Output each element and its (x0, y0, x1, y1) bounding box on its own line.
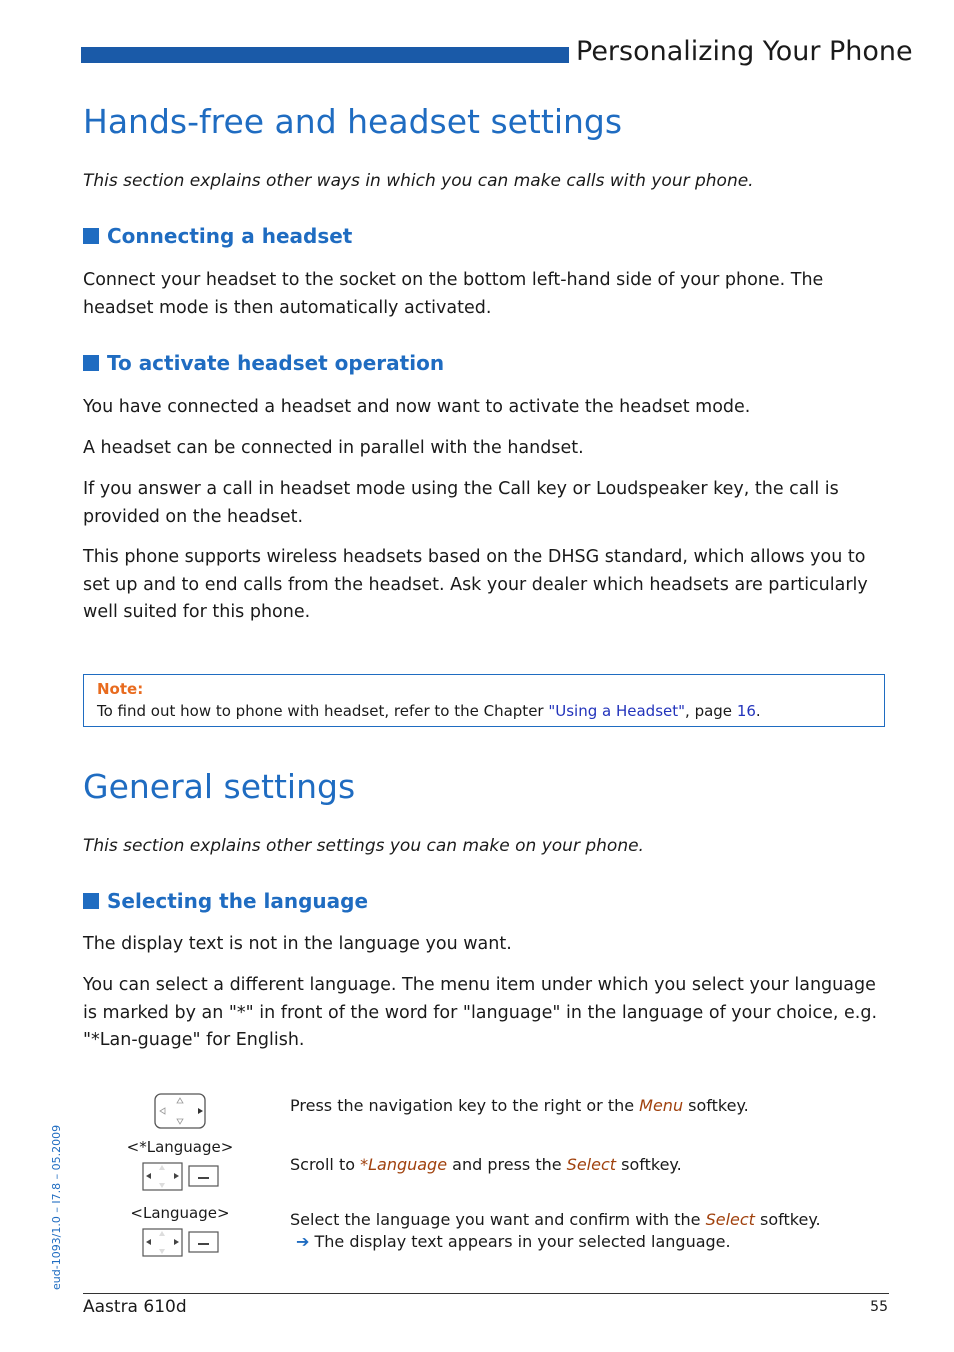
heading-bullet-icon (83, 228, 99, 244)
paragraph: You have connected a headset and now want to activate the headset mode. (83, 397, 751, 417)
step-text-pre: Press the navigation key to the right or the (290, 1096, 640, 1115)
section-intro-hands-free: This section explains other ways in which you can make calls with your phone. (83, 171, 754, 191)
note-text-mid: , page (685, 702, 737, 720)
heading-text: Connecting a headset (107, 224, 353, 248)
softkey-language: *Language (360, 1155, 448, 1174)
paragraph: Connect your headset to the socket on the bottom left-hand side of your phone. The headset mode is then automatically activated. (83, 270, 824, 318)
step-1-text (290, 1096, 749, 1115)
step-2-text (290, 1155, 682, 1174)
step-3-result (296, 1232, 731, 1251)
footer-rule (83, 1293, 889, 1294)
note-box (83, 674, 885, 727)
result-text: The display text appears in your selected language. (314, 1232, 731, 1251)
result-arrow-icon: ➔ (296, 1232, 310, 1251)
softkey-menu: Menu (639, 1096, 684, 1115)
heading-bullet-icon (83, 893, 99, 909)
note-text-after: . (755, 702, 761, 720)
step-text-pre: Select the language you want and confirm with the (290, 1210, 706, 1229)
softkey-select: Select (566, 1155, 617, 1174)
softkeys-icon (142, 1228, 220, 1258)
softkey-select: Select (705, 1210, 755, 1229)
note-label: Note: (97, 680, 144, 698)
softkeys-icon (142, 1162, 220, 1192)
heading-selecting-language (83, 889, 368, 913)
step-text-post: softkey. (616, 1155, 682, 1174)
heading-connecting-headset (83, 224, 352, 248)
paragraph: You can select a different language. The menu item under which you select your language is marked by an "*" in front of the word for "language" in the language of your choice, e.g. "*Lan-guage" for English. (83, 975, 878, 1050)
section-title-hands-free: Hands-free and headset settings (83, 102, 623, 141)
paragraph: A headset can be connected in parallel with the handset. (83, 438, 584, 458)
chapter-link[interactable]: "Using a Headset" (548, 702, 686, 720)
navigation-key-icon (154, 1093, 206, 1129)
note-text-before: To find out how to phone with headset, refer to the Chapter (97, 702, 549, 720)
section-title-general: General settings (83, 767, 356, 806)
heading-activate-headset (83, 351, 444, 375)
section-intro-general: This section explains other settings you can make on your phone. (83, 836, 644, 856)
step-text-mid: and press the (447, 1155, 567, 1174)
chapter-title: Personalizing Your Phone (576, 36, 913, 67)
step-3-text (290, 1210, 821, 1229)
paragraph: The display text is not in the language you want. (83, 934, 512, 954)
step-text-post: softkey. (683, 1096, 749, 1115)
heading-text: To activate headset operation (107, 351, 445, 375)
page-link[interactable]: 16 (736, 702, 756, 720)
paragraph: If you answer a call in headset mode using the Call key or Loudspeaker key, the call is provided on the headset. (83, 479, 839, 527)
footer-product: Aastra 610d (83, 1297, 187, 1317)
heading-bullet-icon (83, 355, 99, 371)
page-number: 55 (870, 1299, 888, 1315)
paragraph: This phone supports wireless headsets based on the DHSG standard, which allows you to set up and to end calls from the headset. Ask your dealer which headsets are particularly well suited for this phone. (83, 547, 868, 622)
document-code: eud-1093/1.0 – I7.8 – 05.2009 (50, 1124, 63, 1290)
note-text (97, 702, 761, 720)
menu-item-label: <Language> (130, 1204, 230, 1222)
step-text-pre: Scroll to (290, 1155, 361, 1174)
heading-text: Selecting the language (107, 889, 369, 913)
header-bar (81, 47, 569, 63)
step-text-post: softkey. (754, 1210, 821, 1229)
menu-item-label: <*Language> (126, 1138, 234, 1156)
